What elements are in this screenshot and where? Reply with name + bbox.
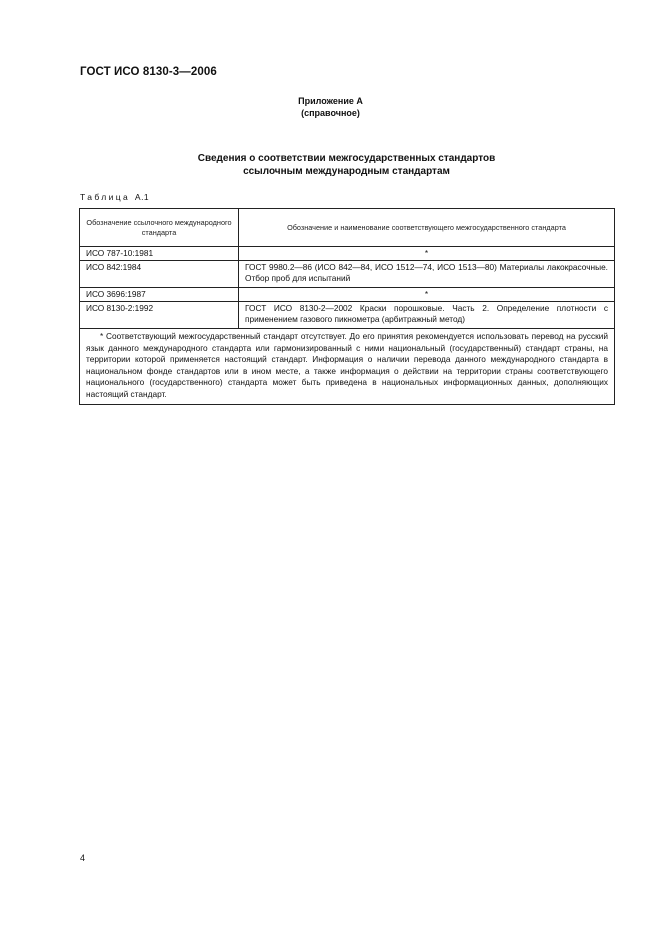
table-row: [80, 247, 615, 261]
national-standard-cell: ГОСТ 9980.2—86 (ИСО 842—84, ИСО 1512—74, ИСО 1513—80) Материалы лакокрасочные. Отбор проб для испытаний: [239, 261, 615, 288]
section-heading-line-2: ссылочным международным стандартам: [243, 166, 450, 177]
national-standard-cell: *: [239, 288, 615, 302]
national-standard-cell: ГОСТ ИСО 8130-2—2002 Краски порошковые. Часть 2. Определение плотности с применением газового пикнометра (арбитражный метод): [239, 302, 615, 329]
section-heading-line-1: Сведения о соответствии межгосударственных стандартов: [197, 153, 496, 164]
table-row: [80, 302, 615, 329]
table-row: [80, 288, 615, 302]
ref-standard-cell: ИСО 842:1984: [80, 261, 239, 288]
header-national-standard: Обозначение и наименование соответствующего межгосударственного стандарта: [239, 209, 615, 247]
ref-standard-cell: ИСО 3696:1987: [80, 288, 239, 302]
table-caption-word: Таблица: [80, 192, 131, 202]
ref-standard-cell: ИСО 8130-2:1992: [80, 302, 239, 329]
table-footnote: * Соответствующий межгосударственный стандарт отсутствует. До его принятия рекомендуется использовать перевод на русский язык данного международного стандарта или гармонизированный с ними национальный (государственный) стандарт страны, на территории которой применяется настоящий стандарт. Информация о наличии перевода данного международного стандарта в национальном фонде стандартов или в ином месте, а также информация о действии на территории страны соответствующего национального (государственного) стандарта может быть приведена в национальных информационных данных, дополняющих настоящий стандарт.: [80, 329, 615, 405]
table-row: [80, 261, 615, 288]
table-header-row: [80, 209, 615, 247]
header-ref-standard: Обозначение ссылочного международного стандарта: [80, 209, 239, 247]
national-standard-cell: *: [239, 247, 615, 261]
ref-standard-cell: ИСО 787-10:1981: [80, 247, 239, 261]
annex-note: (справочное): [301, 108, 360, 118]
document-code: ГОСТ ИСО 8130-3—2006: [80, 66, 217, 78]
table-footnote-row: [80, 329, 615, 405]
page-number: 4: [80, 853, 86, 863]
table-caption-number: А.1: [134, 192, 150, 202]
table-caption: [80, 192, 149, 202]
standards-correspondence-table: [79, 208, 615, 405]
annex-title: Приложение А: [298, 96, 363, 106]
